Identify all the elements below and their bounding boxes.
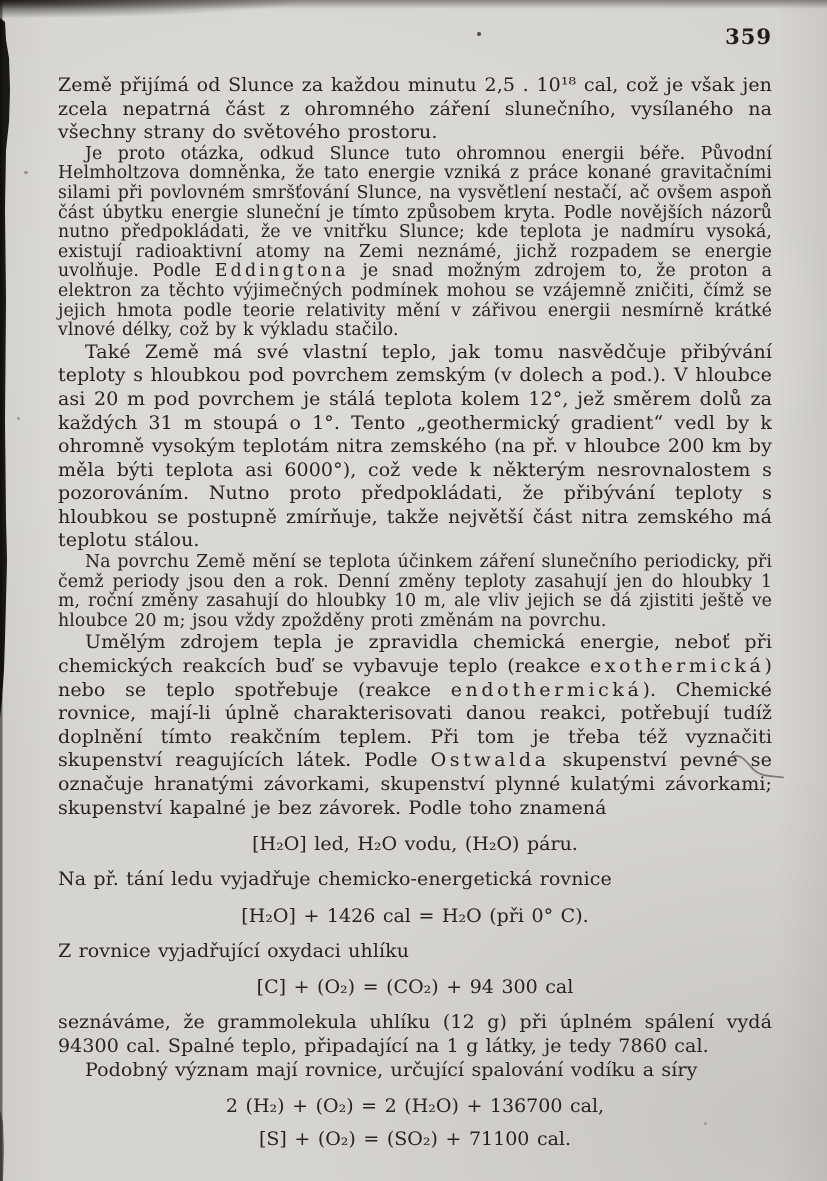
paragraph (58, 940, 772, 964)
paragraph (58, 868, 772, 892)
scan-shadow-top-edge (0, 0, 827, 9)
scan-black-edge-left (0, 0, 22, 1181)
paragraph (58, 631, 772, 820)
scan-speck (477, 32, 481, 36)
scan-speck (17, 417, 20, 420)
formula-line: [H₂O] led, H₂O vodu, (H₂O) páru. (252, 833, 578, 856)
letterspaced-term: exothermická (589, 655, 765, 678)
text-segment: Je proto otázka, odkud Slunce tuto ohromnou energii béře. Původní Helmholtzova domněnka, že tato energie vzniká z práce konané gravitačními silami při povlovném smršťování Slunce, na vysvětlení nestačí, ač ovšem aspoň část úbytku energie sluneční je tímto způsobem kryta. Podle novějších názorů nutno předpokládati, že ve vnitřku Slunce; kde teplota je nadmíru vysoká, existují radioaktivní atomy na Zemi neznámé, jichž rozpadem se energie uvolňuje. Podle (58, 143, 772, 282)
text-segment: Země přijímá od Slunce za každou minutu 2,5 . 10¹⁸ cal, což je však jen zcela nepatrná část z ohromného záření slunečního, vysílaného na všechny strany do světového prostoru. (58, 74, 772, 144)
text-segment: Také Země má své vlastní teplo, jak tomu nasvědčuje přibývání teploty s hloubkou pod povrchem zemským (v dolech a pod.). V hloubce asi 20 m pod povrchem je stálá teplota kolem 12°, jež směrem dolů za každých 31 m stoupá o 1°. Tento „geothermický gradient“ vedl by k ohromně vysokým teplotám nitra zemského (na př. v hloubce 200 km by měla býti teplota asi 6000°), což vede k některým nesrovnalostem s pozorováním. Nutno proto předpokládati, že přibývání teploty s hloubkou se postupně zmírňuje, takže největší část nitra zemského má teplotu stálou. (58, 340, 772, 552)
formula-line: [H₂O] + 1426 cal = H₂O (při 0° C). (241, 904, 589, 927)
text-column (58, 74, 772, 1163)
text-segment: je snad možným zdrojem to, že proton a elektron za těchto výjimečných podmínek mohou se vzájemně zničiti, čímž se jejich hmota podle teorie relativity mění v zářivou energii nesmírně krátké vlnové délky, což by k výkladu stačilo. (58, 261, 772, 341)
paragraph (58, 1059, 772, 1083)
text-segment: seznáváme, že grammolekula uhlíku (12 g) při úplném spálení vydá 94300 cal. Spalné teplo, připadající na 1 g látky, je tedy 7860 cal. (58, 1011, 772, 1057)
text-segment: Na př. tání ledu vyjadřuje chemicko-energetická rovnice (58, 868, 612, 891)
paragraph (58, 74, 772, 145)
text-segment: Umělým zdrojem tepla je zpravidla chemická energie, neboť při chemických reakcích buď se vybavuje teplo (reakce (58, 631, 772, 678)
letterspaced-term: Eddingtona (214, 261, 349, 282)
text-segment: Z rovnice vyjadřující oxydaci uhlíku (58, 939, 410, 962)
scan-speck (24, 171, 28, 174)
formula-line: [S] + (O₂) = (SO₂) + 71100 cal. (258, 1128, 572, 1151)
paragraph (58, 553, 772, 631)
text-segment: ) nebo se teplo spotřebuje (reakce (58, 655, 772, 701)
paragraph (58, 1011, 772, 1058)
formula-line: [C] + (O₂) = (CO₂) + 94 300 cal (256, 976, 574, 999)
formula-line: 2 (H₂) + (O₂) = 2 (H₂O) + 136700 cal, (225, 1095, 605, 1118)
letterspaced-term: endothermická (450, 678, 643, 701)
text-segment: ). Chemické rovnice, mají-li úplně charakterisovati danou reakci, potřebují tudíž doplnění tímto reakčním teplem. Při tom je třeba též vyznačiti skupenství reagujících látek. Podle (58, 678, 773, 772)
paragraph (58, 341, 772, 553)
page-number: 359 (725, 24, 772, 49)
paragraph (58, 145, 772, 341)
text-segment: Na povrchu Země mění se teplota účinkem záření slunečního periodicky, při čemž periody jsou den a rok. Denní změny teploty zasahují jen do hloubky 1 m, roční změny zasahují do hloubky 10 m, ale vliv jejich se dá zjistiti ještě ve hloubce 20 m; jsou vždy zpožděny proti změnám na povrchu. (58, 552, 772, 631)
text-segment: Podobný význam mají rovnice, určující spalování vodíku a síry (85, 1058, 698, 1081)
scan-shadow-top-left-corner (0, 0, 300, 18)
letterspaced-term: Ostwalda (430, 749, 550, 772)
text-segment: skupenství pevné se označuje hranatými závorkami, skupenství plynné kulatými závorkami; skupenství kapalné je bez závorek. Podle toho znamená (58, 749, 772, 819)
